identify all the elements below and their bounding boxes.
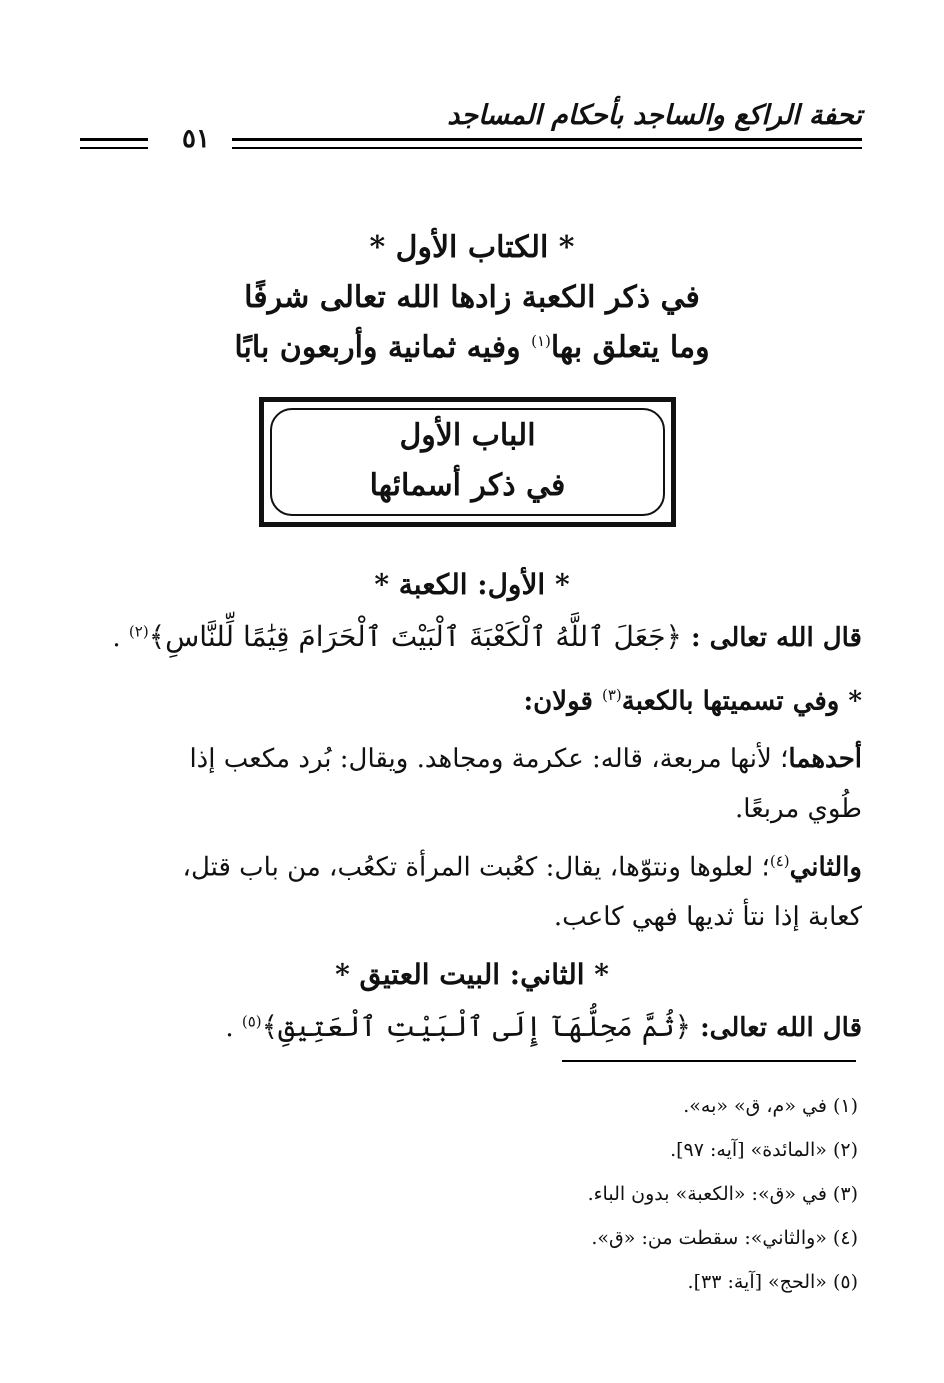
chapter-subtitle: في ذكر أسمائها [369,468,566,503]
footnote-3: (٣) في «ق»: «الكعبة» بدون الباء. [587,1183,858,1205]
first-opinion-text: ؛ لأنها مربعة، قاله: عكرمة ومجاهد. ويقال: بُرد مكعب إذا [189,744,789,774]
first-opinion-line [80,744,862,774]
footnote-4: (٤) «والثاني»: سقطت من: «ق». [591,1227,858,1249]
quran-verse-2: ﴿ثُمَّ مَحِلُّهَآ إِلَى ٱلْبَيْتِ ٱلْعَتِيقِ﴾ [261,1010,692,1043]
header-rule [232,138,862,149]
footnote-ref-1: (١) [531,332,551,350]
verse-end-2: . [225,1013,242,1043]
book-line2-text: وما يتعلق بها [550,330,710,365]
verse-line-2 [80,1010,862,1043]
book-subtitle-line1: في ذكر الكعبة زادها الله تعالى شرفًا [244,280,700,315]
first-opinion-continuation: طُوي مربعًا. [735,794,862,824]
footnote-ref-2: (٢) [128,622,149,641]
verse-intro: قال الله تعالى : [681,623,862,653]
footnotes [298,1092,858,1312]
verse-line-1 [80,620,862,653]
chapter-title: الباب الأول [399,418,536,453]
running-title: تحفة الراكع والساجد بأحكام المساجد [447,100,862,131]
footnote-ref-3: (٣) [601,686,622,704]
footnote-separator [562,1060,856,1062]
naming-line [80,686,862,717]
verse-end: . [112,623,129,653]
first-opinion-label: أحدهما [788,744,862,774]
section-heading-kaaba: * الأول: الكعبة * [374,568,570,601]
footnote-ref-5: (٥) [241,1012,262,1031]
chapter-box [259,397,676,527]
second-opinion-line [80,852,862,883]
header-rule-short [80,138,148,149]
second-opinion-label: والثاني [789,852,862,883]
verse-intro-2: قال الله تعالى: [691,1013,862,1043]
naming-lead: * وفي تسميتها بالكعبة [621,686,862,717]
section-heading-ancient-house: * الثاني: البيت العتيق * [335,958,609,991]
footnote-1: (١) في «م، ق» «به». [683,1095,858,1117]
page-number: ٥١ [182,124,210,154]
quran-verse: ﴿جَعَلَ ٱللَّهُ ٱلْكَعْبَةَ ٱلْبَيْتَ ٱلْحَرَامَ قِيَٰمًا لِّلنَّاسِ﴾ [148,620,682,653]
second-opinion-text: ؛ لعلوها ونتوّها، يقال: كعُبت المرأة تكعُب، من باب قتل، [182,852,770,883]
book-line2-tail: وفيه ثمانية وأربعون بابًا [234,330,532,365]
book-heading: * الكتاب الأول * [369,230,575,265]
book-subtitle-line2 [82,330,862,365]
footnote-5: (٥) «الحج» [آية: ٣٣]. [687,1271,858,1293]
naming-tail: قولان: [523,686,602,717]
second-opinion-continuation: كعابة إذا نتأ ثديها فهي كاعب. [553,902,862,932]
footnote-2: (٢) «المائدة» [آيه: ٩٧]. [670,1139,858,1161]
footnote-ref-4: (٤) [769,852,790,870]
